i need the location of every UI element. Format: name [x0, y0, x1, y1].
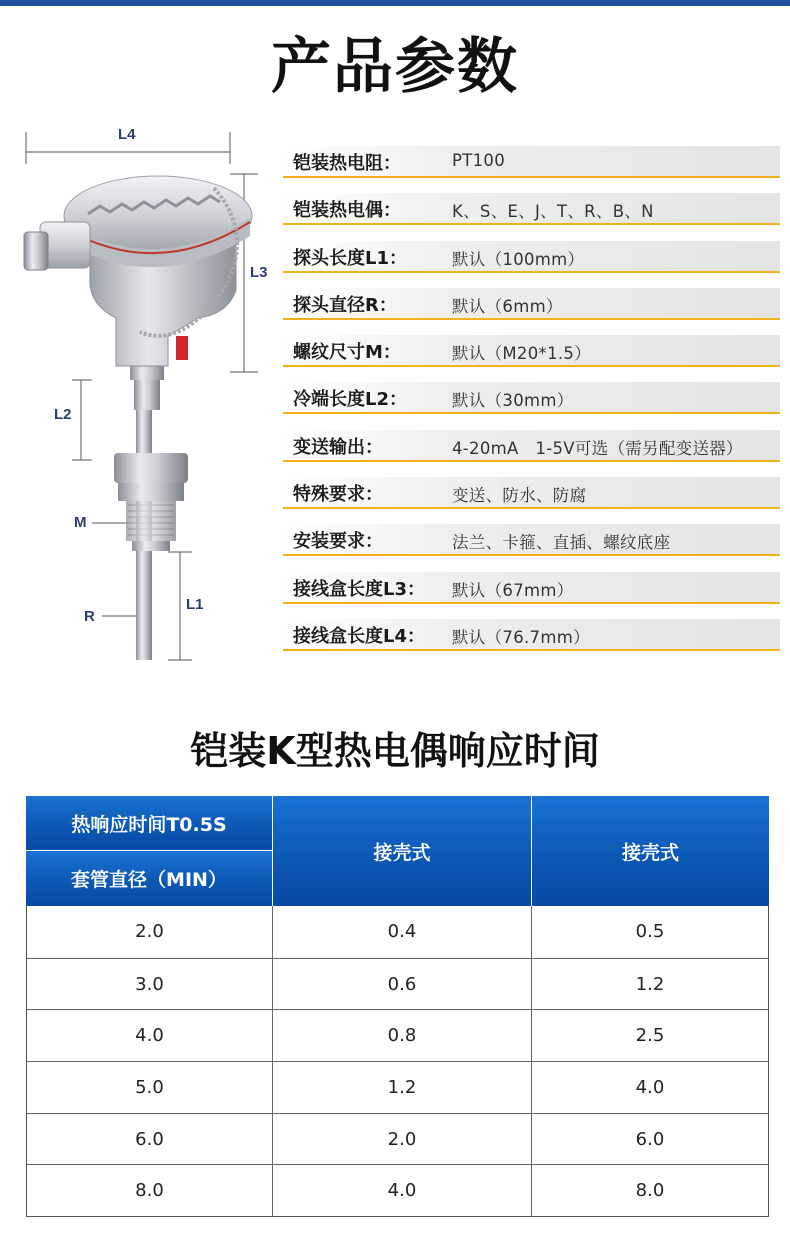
spec-row-output: [283, 426, 780, 473]
spec-key: 特殊要求：: [293, 484, 383, 506]
spec-row-thermocouple: [283, 189, 780, 236]
spec-value: 法兰、卡箍、直插、螺纹底座: [452, 533, 671, 553]
cell-col-2: 4.0: [273, 1165, 532, 1216]
thermocouple-illustration: [18, 118, 278, 678]
spec-row-rtd: [283, 142, 780, 189]
spec-value: 默认（M20*1.5）: [452, 344, 592, 364]
spec-list: [283, 142, 780, 662]
table-row: [27, 1061, 768, 1113]
cell-col-2: 0.6: [273, 959, 532, 1010]
spec-key: 探头直径R：: [293, 294, 397, 316]
table-row: [27, 1113, 768, 1165]
table-row: [27, 958, 768, 1010]
cell-diameter: 8.0: [27, 1165, 273, 1216]
cell-col-3: 2.5: [635, 1025, 665, 1047]
dimension-label-m: M: [74, 514, 87, 531]
spec-key: 探头长度L1：: [293, 247, 407, 269]
dimension-label-l2: L2: [54, 406, 72, 423]
cell-col-2: 0.4: [273, 906, 532, 958]
cell-col-2: 1.2: [273, 1062, 532, 1113]
product-diagram: [18, 118, 278, 678]
table-row: [27, 906, 768, 958]
cell-diameter: 3.0: [27, 959, 273, 1010]
spec-key: 接线盒长度L4：: [293, 625, 425, 647]
spec-value: 默认（100mm）: [452, 249, 585, 269]
cell-col-3: 0.5: [635, 921, 665, 943]
spec-value: 4-20mA 1-5V可选（需另配变送器）: [452, 438, 743, 458]
spec-value: K、S、E、J、T、R、B、N: [452, 202, 654, 222]
cell-diameter: 5.0: [27, 1062, 273, 1113]
dimension-label-l4: L4: [118, 126, 136, 143]
cell-col-2: 2.0: [273, 1114, 532, 1165]
cell-col-2: 0.8: [273, 1010, 532, 1061]
response-time-table: [26, 796, 769, 1217]
header-sheath-diameter: 套管直径（MIN）: [26, 851, 272, 906]
spec-key: 铠装热电阻：: [293, 153, 401, 174]
spec-value: 默认（30mm）: [452, 391, 574, 411]
spec-row-thread-size: [283, 331, 780, 378]
spec-key: 螺纹尺寸M：: [293, 342, 401, 364]
spec-key: 接线盒长度L3：: [293, 578, 425, 600]
spec-row-installation: [283, 520, 780, 567]
page-title: 产品参数: [271, 32, 519, 102]
table-row: [27, 1164, 768, 1216]
cell-col-3: 6.0: [635, 1128, 665, 1150]
spec-value: 变送、防水、防腐: [452, 486, 587, 506]
top-accent-bar: [0, 0, 790, 6]
table-row: [27, 1009, 768, 1061]
dimension-label-l3: L3: [250, 264, 268, 281]
spec-row-probe-diameter: [283, 284, 780, 331]
header-col-3: 接壳式: [532, 796, 769, 906]
spec-row-cold-end-length: [283, 378, 780, 425]
spec-key: 变送输出：: [293, 436, 383, 458]
table-body: [26, 906, 769, 1217]
cell-col-3: 1.2: [635, 973, 665, 995]
spec-key: 安装要求：: [293, 531, 383, 553]
spec-key: 冷端长度L2：: [293, 389, 407, 411]
dimension-label-l1: L1: [186, 596, 204, 613]
cell-diameter: 2.0: [27, 906, 273, 958]
cell-diameter: 4.0: [27, 1010, 273, 1061]
cell-col-3: 4.0: [635, 1076, 665, 1098]
spec-value: 默认（76.7mm）: [452, 627, 590, 647]
spec-key: 铠装热电偶：: [293, 200, 401, 222]
spec-row-probe-length: [283, 237, 780, 284]
table-header: [26, 796, 769, 906]
cell-col-3: 8.0: [635, 1180, 665, 1202]
spec-value: PT100: [452, 151, 506, 170]
header-col-2: 接壳式: [273, 796, 531, 906]
spec-row-box-length-l3: [283, 568, 780, 615]
spec-row-special: [283, 473, 780, 520]
response-time-title: 铠装K型热电偶响应时间: [190, 729, 600, 773]
spec-value: 默认（67mm）: [452, 580, 574, 600]
dimension-label-r: R: [84, 608, 95, 625]
cell-diameter: 6.0: [27, 1114, 273, 1165]
spec-row-box-length-l4: [283, 615, 780, 662]
spec-value: 默认（6mm）: [452, 296, 563, 316]
header-response-time: 热响应时间T0.5S: [26, 796, 272, 850]
